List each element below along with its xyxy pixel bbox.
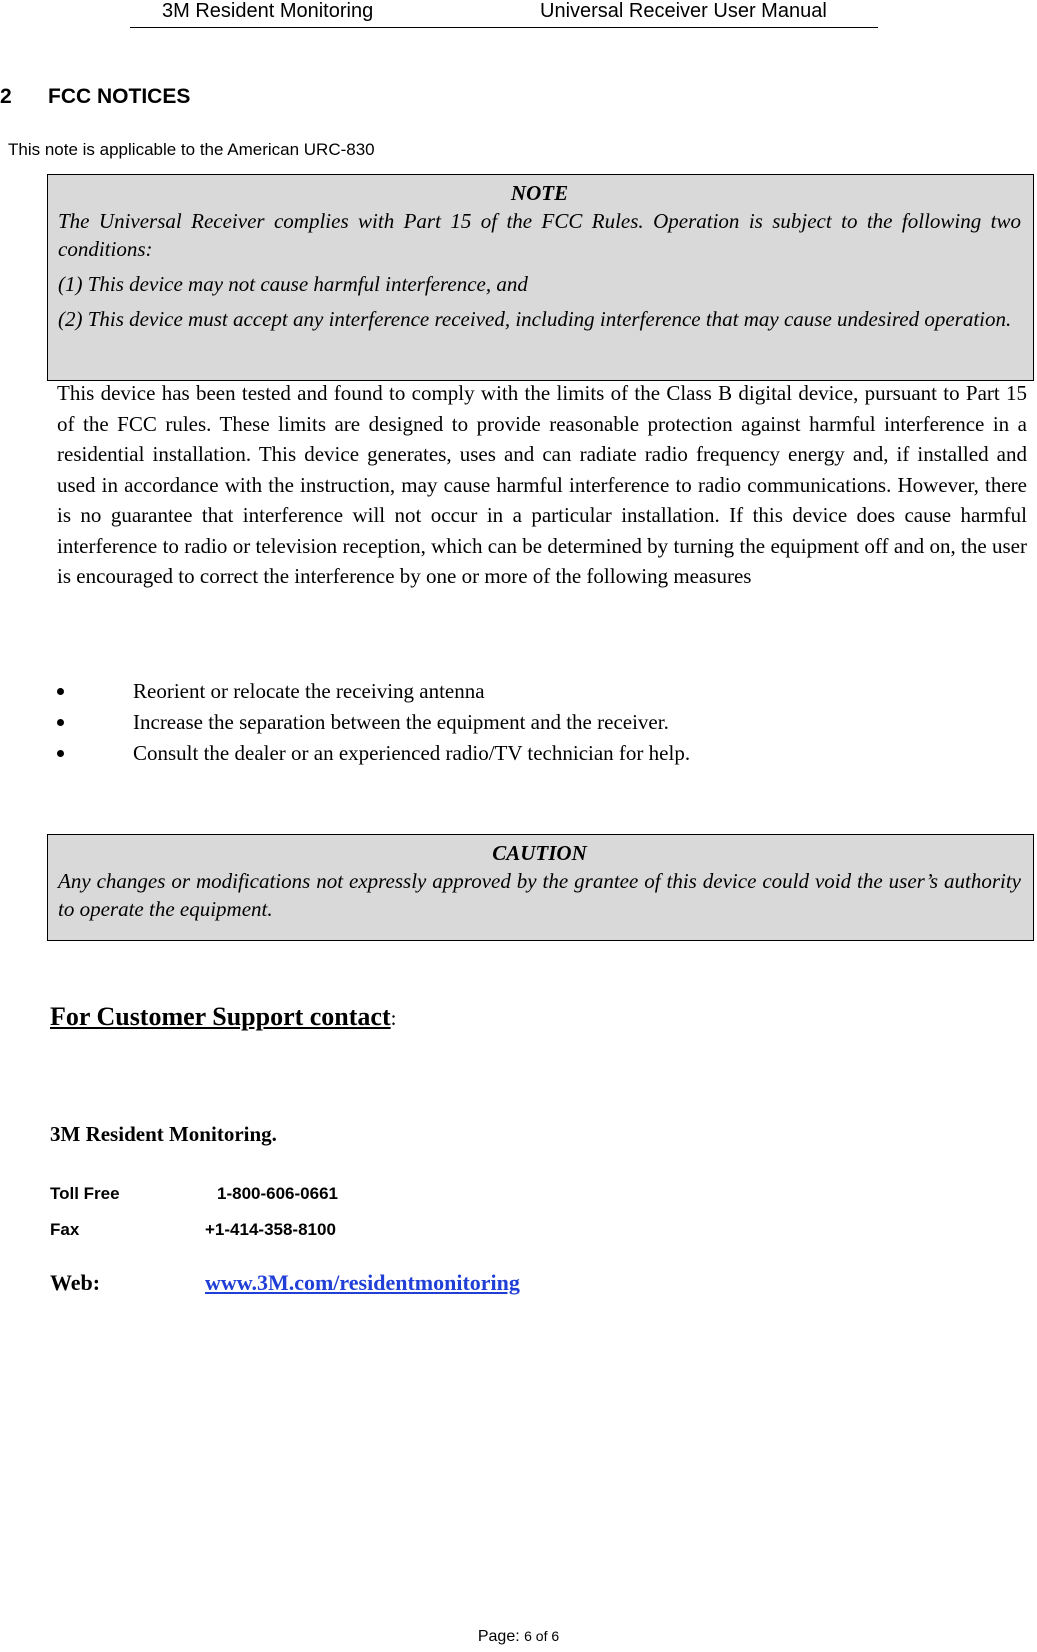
list-item (57, 738, 1027, 769)
bullet-icon (57, 719, 64, 726)
list-item (57, 707, 1027, 738)
note-heading: NOTE (510, 181, 569, 205)
fax-label: Fax (50, 1220, 80, 1239)
page-label: Page: (477, 1628, 520, 1645)
support-company: 3M Resident Monitoring. (50, 1122, 277, 1146)
website-link[interactable]: www.3M.com/residentmonitoring (205, 1270, 520, 1295)
measures-list (57, 676, 1027, 769)
header-manual-title: Universal Receiver User Manual (540, 0, 827, 22)
list-item (57, 676, 1027, 707)
page-footer (0, 1628, 1037, 1646)
header-company: 3M Resident Monitoring (162, 0, 374, 22)
web-label: Web: (50, 1270, 101, 1295)
support-heading (50, 1002, 396, 1032)
measure-text: Reorient or relocate the receiving antenna (133, 679, 485, 703)
support-heading-text: For Customer Support contact (50, 1002, 391, 1031)
caution-text: Any changes or modifications not expressly approved by the grantee of this device could void the user’s authority to operate the equipment. (58, 869, 1021, 921)
compliance-paragraph: This device has been tested and found to comply with the limits of the Class B digital device, pursuant to Part 15 of the FCC rules. These limits are designed to provide reasonable protection against harmful interference in a residential installation. This device generates, uses and can radiate radio frequency energy and, if installed and used in accordance with the instruction, may cause harmful interference to radio communications. However, there is no guarantee that interference will not occur in a particular installation. If this device does cause harmful interference to radio or television reception, which can be determined by turning the equipment off and on, the user is encouraged to correct the interference by one or more of the following measures (57, 381, 1027, 588)
note-line: (2) This device must accept any interference received, including interference that may cause undesired operation. (58, 307, 1012, 331)
caution-heading: CAUTION (492, 841, 587, 865)
note-line: The Universal Receiver complies with Part 15 of the FCC Rules. Operation is subject to the following two conditions: (58, 209, 1021, 261)
note-line: (1) This device may not cause harmful interference, and (58, 272, 528, 296)
section-number: 2 (0, 85, 12, 108)
toll-free-label: Toll Free (50, 1184, 120, 1203)
section-title: FCC NOTICES (48, 85, 191, 108)
note-box (47, 174, 1034, 381)
measure-text: Consult the dealer or an experienced radio/TV technician for help. (133, 741, 691, 765)
page-number: 6 of 6 (524, 1628, 560, 1644)
bullet-icon (57, 688, 64, 695)
measure-text: Increase the separation between the equipment and the receiver. (133, 710, 669, 734)
page-header (130, 0, 878, 28)
applicability-note: This note is applicable to the American URC-830 (8, 140, 375, 159)
support-heading-colon: : (390, 1006, 397, 1030)
fax-number: +1-414-358-8100 (205, 1220, 336, 1239)
bullet-icon (57, 750, 64, 757)
toll-free-number: 1-800-606-0661 (217, 1184, 338, 1203)
caution-box (47, 834, 1034, 941)
